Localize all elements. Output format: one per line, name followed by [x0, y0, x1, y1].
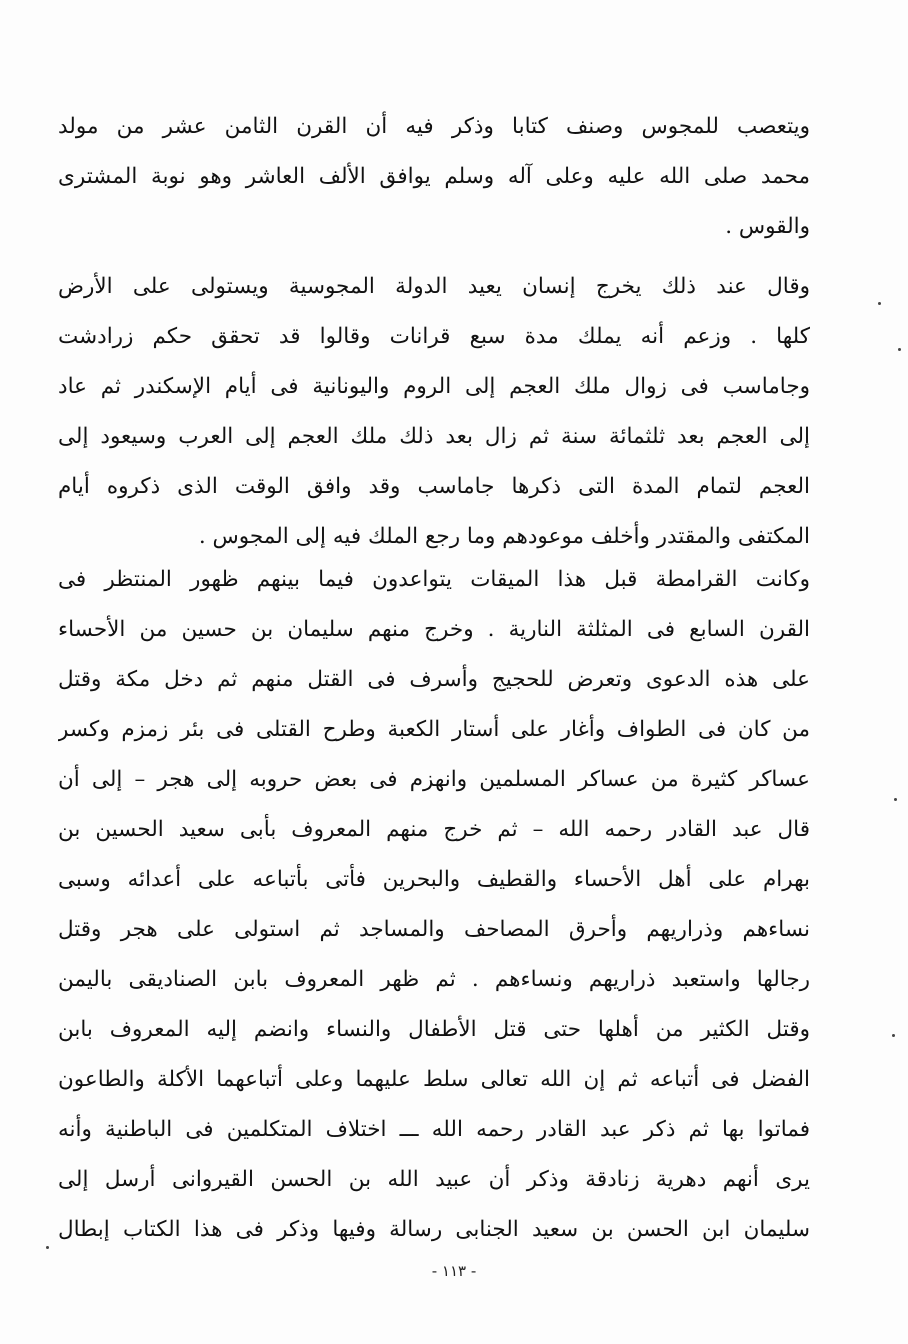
page-number: - ١١٣ - [431, 1262, 477, 1280]
scan-speck [898, 348, 901, 351]
text-line: يرى أنهم دهرية زنادقة وذكر أن عبيد الله بن الحسن القيروانى أرسل إلى [58, 1167, 810, 1192]
scan-speck [46, 1246, 49, 1249]
text-line: الفضل فى أتباعه ثم إن الله تعالى سلط عليهما وعلى أتباعهما الأكلة والطاعون [58, 1067, 810, 1092]
text-line: من كان فى الطواف وأغار على أستار الكعبة وطرح القتلى فى بئر زمزم وكسر [58, 717, 810, 742]
text-line: وجاماسب فى زوال ملك العجم إلى الروم واليونانية فى أيام الإسكندر ثم عاد [58, 374, 810, 399]
scan-speck [878, 302, 881, 305]
text-line: كلها . وزعم أنه يملك مدة سبع قرانات وقالوا قد تحقق حكم زرادشت [58, 324, 810, 349]
text-line: سليمان ابن الحسن بن سعيد الجنابى رسالة وفيها وذكر فى هذا الكتاب إبطال [58, 1217, 810, 1242]
text-line: وقال عند ذلك يخرج إنسان يعيد الدولة المجوسية ويستولى على الأرض [58, 274, 810, 299]
text-line: عساكر كثيرة من عساكر المسلمين وانهزم فى بعض حروبه إلى هجر – إلى أن [58, 767, 810, 792]
text-line: وقتل الكثير من أهلها حتى قتل الأطفال والنساء وانضم إليه المعروف بابن [58, 1017, 810, 1042]
text-line: وكانت القرامطة قبل هذا الميقات يتواعدون فيما بينهم ظهور المنتظر فى [58, 567, 810, 592]
text-line: على هذه الدعوى وتعرض للحجيج وأسرف فى القتل منهم ثم دخل مكة وقتل [58, 667, 810, 692]
text-line: بهرام على أهل الأحساء والقطيف والبحرين فأتى بأتباعه على أعدائه وسبى [58, 867, 810, 892]
text-line: قال عبد القادر رحمه الله – ثم خرج منهم المعروف بأبى سعيد الحسين بن [58, 817, 810, 842]
text-line: المكتفى والمقتدر وأخلف موعودهم وما رجع الملك فيه إلى المجوس . [198, 524, 810, 549]
paragraph-3 [58, 555, 810, 1255]
text-line: والقوس . [725, 214, 810, 239]
text-line: محمد صلى الله عليه وعلى آله وسلم يوافق الألف العاشر وهو نوبة المشترى [58, 164, 810, 189]
scan-speck [894, 798, 897, 801]
text-line: العجم لتمام المدة التى ذكرها جاماسب وقد وافق الوقت الذى ذكروه أيام [58, 474, 810, 499]
text-line: فماتوا بها ثم ذكر عبد القادر رحمه الله ـــ اختلاف المتكلمين فى الباطنية وأنه [58, 1117, 810, 1142]
paragraph-2 [58, 262, 810, 562]
text-line: إلى العجم بعد ثلثمائة سنة ثم زال بعد ذلك ملك العجم إلى العرب وسيعود إلى [58, 424, 810, 449]
paragraph-1 [58, 102, 810, 252]
text-line: القرن السابع فى المثلثة النارية . وخرج منهم سليمان بن حسين من الأحساء [58, 617, 810, 642]
text-line: نساءهم وذراريهم وأحرق المصاحف والمساجد ثم استولى على هجر وقتل [58, 917, 810, 942]
text-line: ويتعصب للمجوس وصنف كتابا وذكر فيه أن القرن الثامن عشر من مولد [58, 114, 810, 139]
text-line: رجالها واستعبد ذراريهم ونساءهم . ثم ظهر المعروف بابن الصناديقى باليمن [58, 967, 810, 992]
scan-speck [892, 1034, 895, 1037]
